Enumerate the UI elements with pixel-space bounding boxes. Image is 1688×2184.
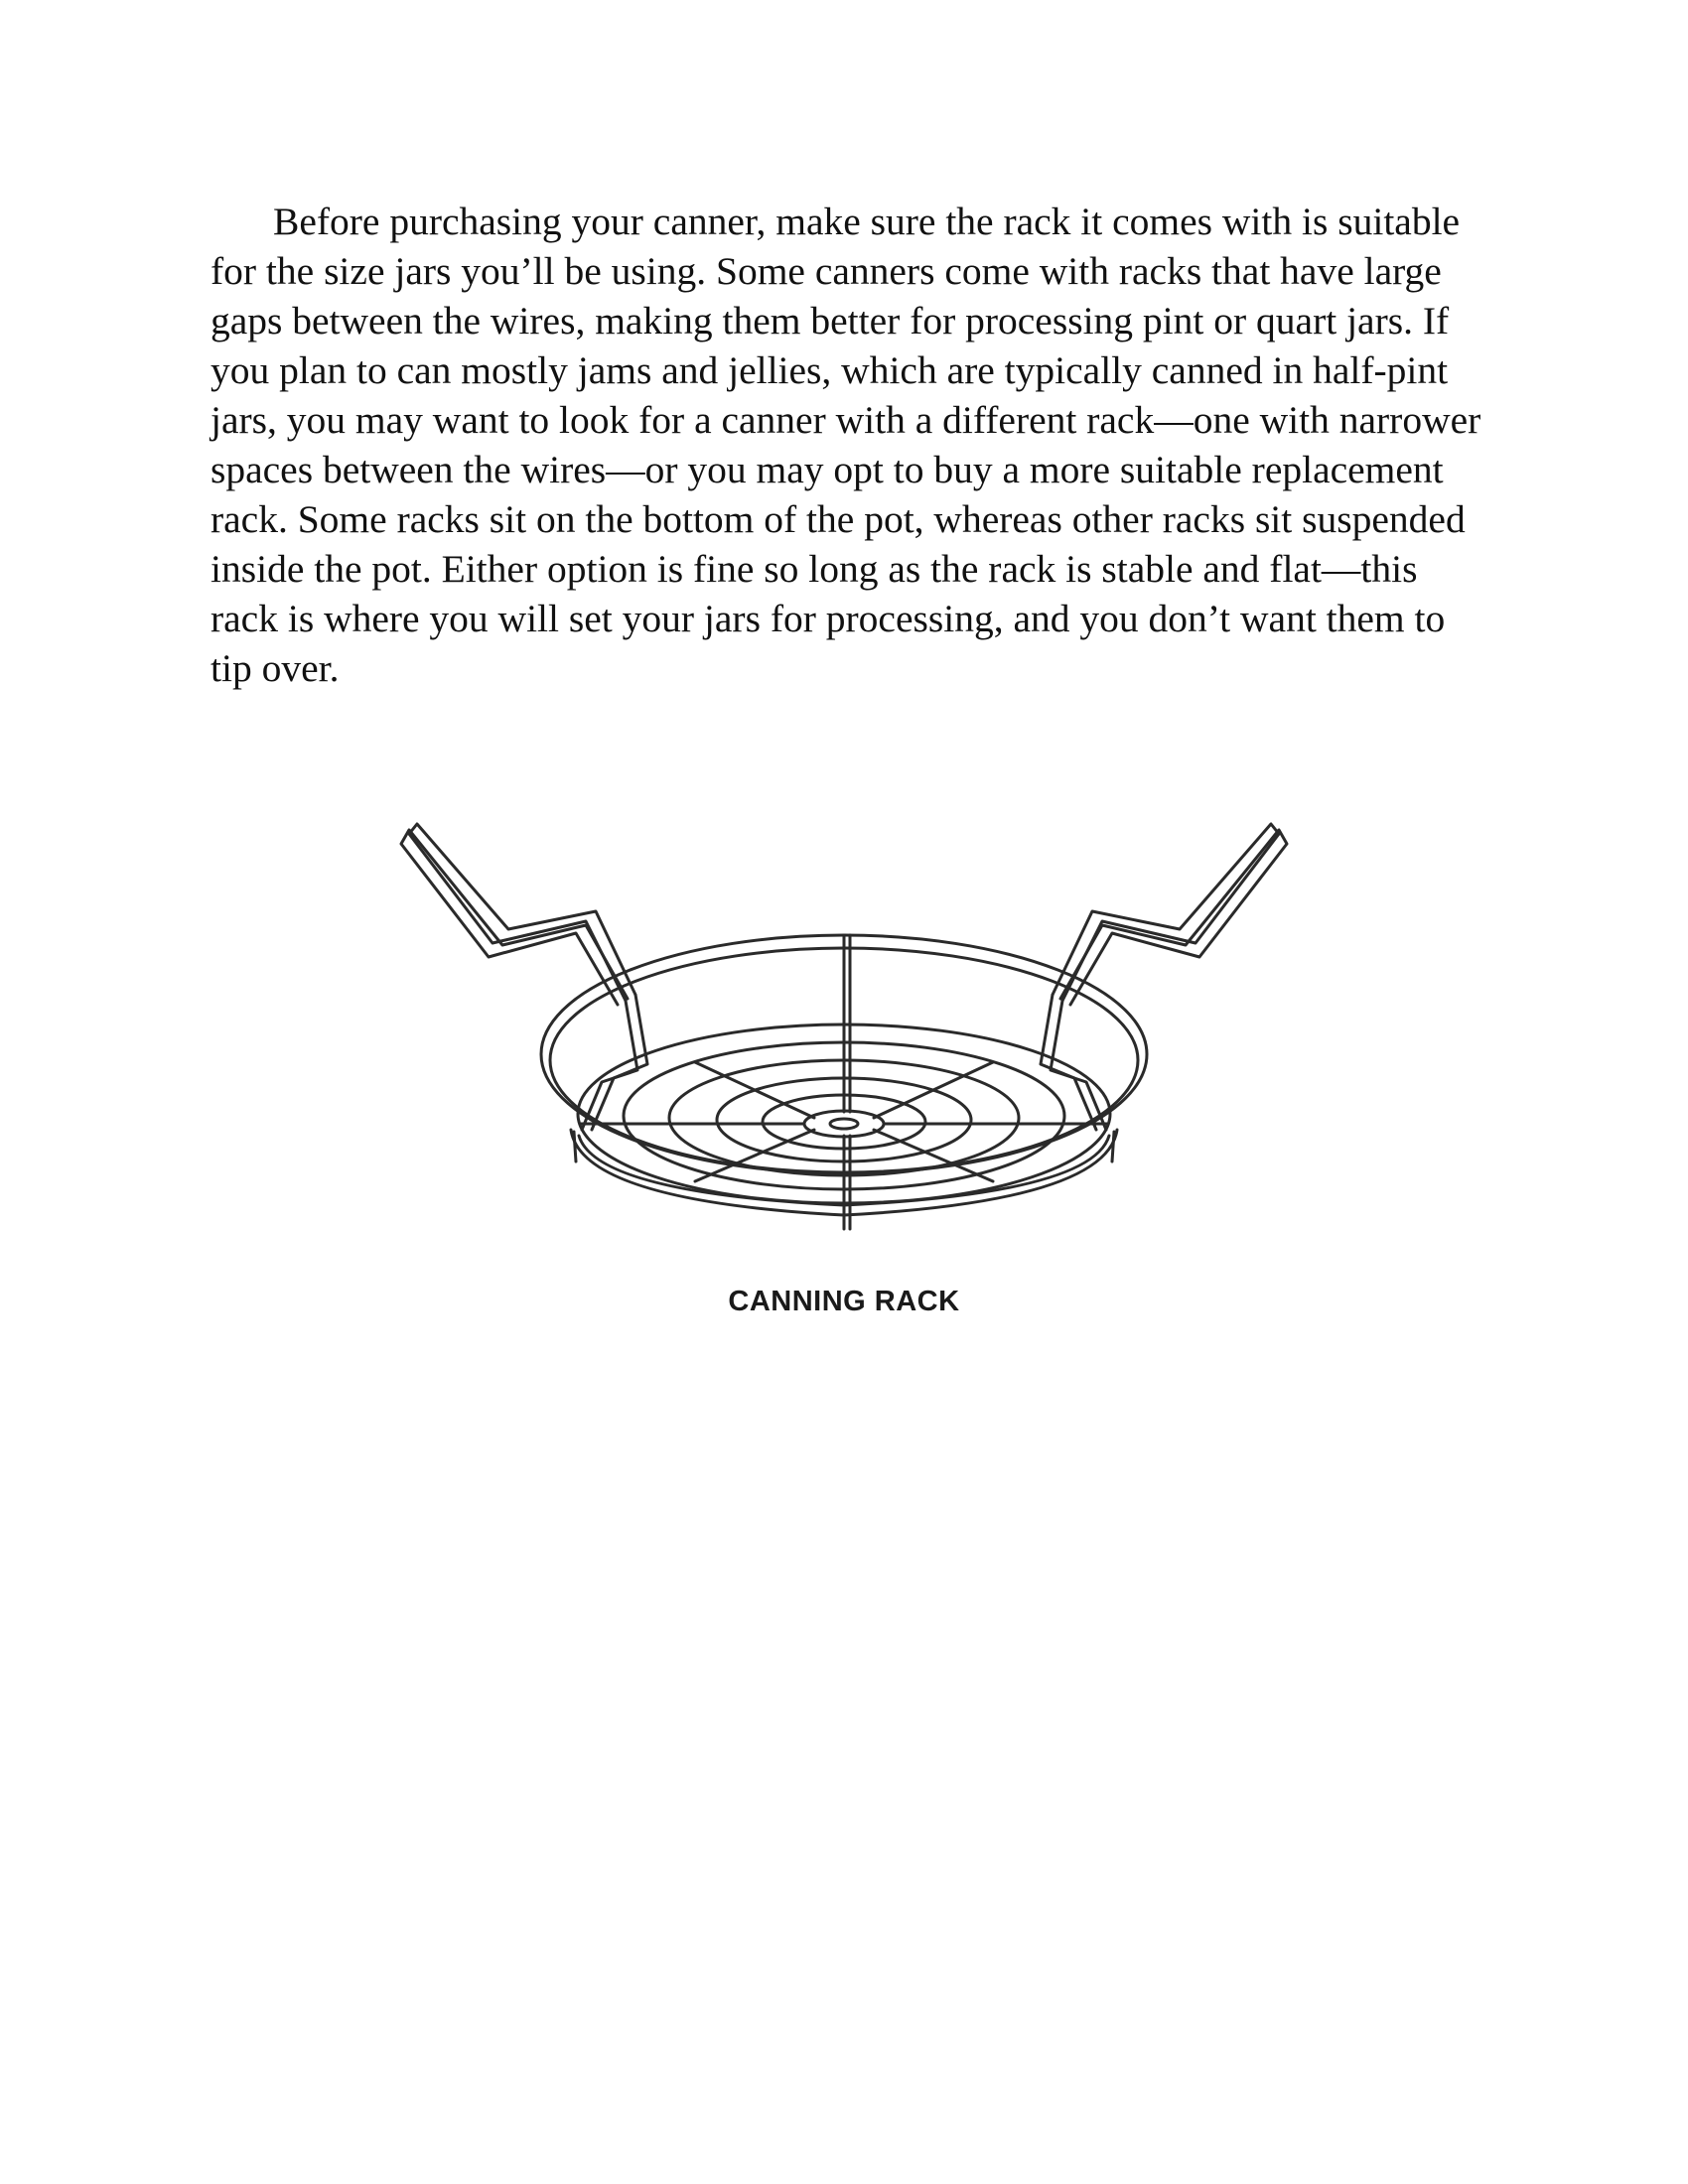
figure-caption: CANNING RACK xyxy=(728,1286,960,1317)
rack-ring-6 xyxy=(804,1111,884,1137)
canning-rack-illustration xyxy=(397,735,1291,1271)
body-paragraph: Before purchasing your canner, make sure the rack it comes with is suitable for the size jars you’ll be using. Some canners come with racks that have large gaps between the wires, making them better for processing pint or quart jars. If you plan to can mostly jams and jellies, which are typically canned in half-pint jars, you may want to look for a canner with a different rack—one with narrower spaces between the wires—or you may opt to buy a more suitable replacement rack. Some racks sit on the bottom of the pot, whereas other racks sit suspended inside the pot. Either option is fine so long as the rack is stable and flat—this rack is where you will set your jars for processing, and you don’t want them to tip over. xyxy=(211,200,1481,690)
rack-hub xyxy=(830,1119,858,1129)
canning-rack-drawing xyxy=(397,735,1291,1271)
